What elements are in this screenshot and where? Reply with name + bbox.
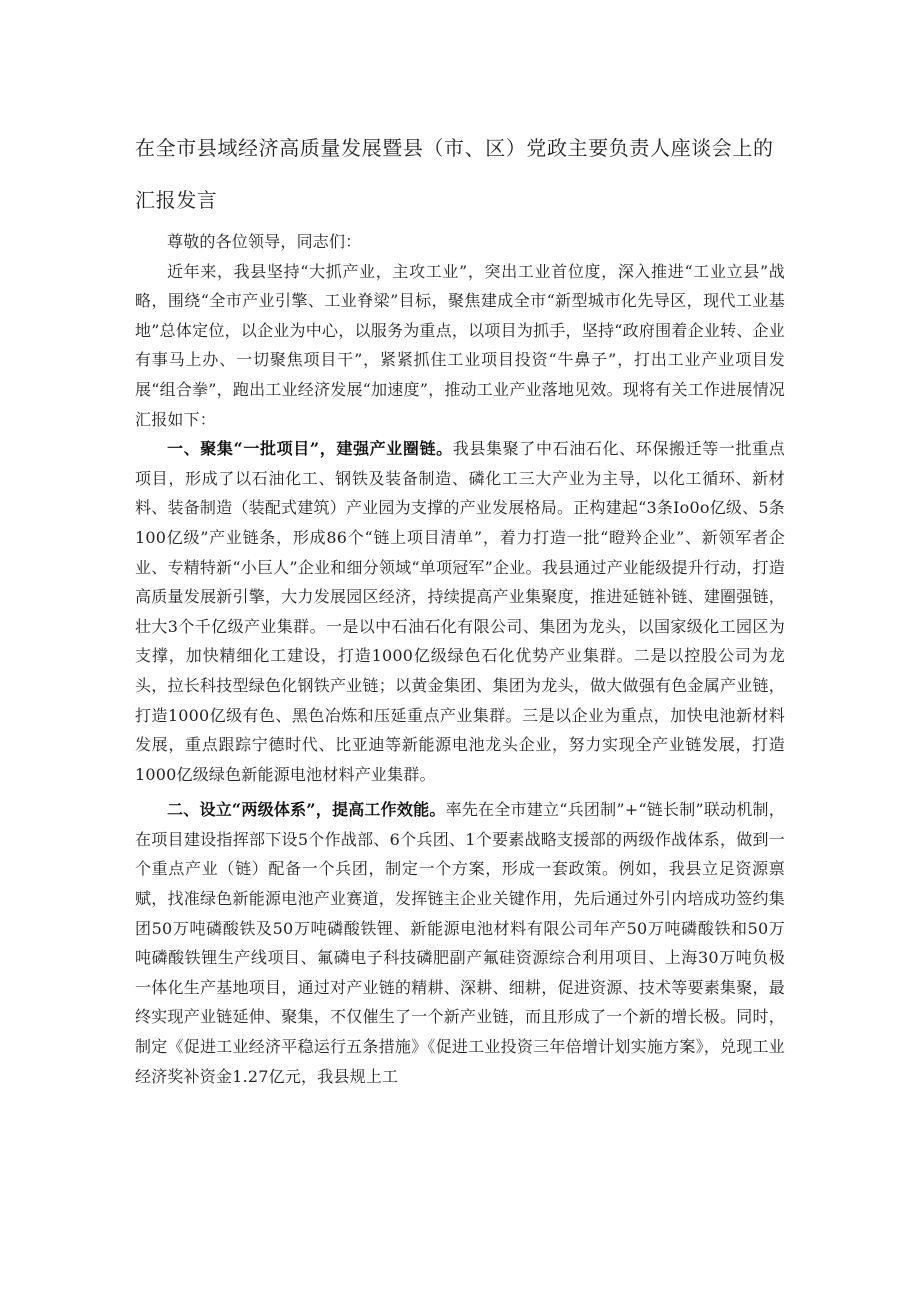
section-2-paragraph xyxy=(135,795,785,1091)
section-1-heading: 一、聚集“一批项目”，建强产业圈链。 xyxy=(167,439,453,459)
section-2-heading: 二、设立“两级体系”，提高工作效能。 xyxy=(167,800,446,820)
section-2-body: 率先在全市建立“兵团制”+“链长制”联动机制，在项目建设指挥部下设5个作战部、6个兵团、1个要素战略支援部的两级作战体系，做到一个重点产业（链）配备一个兵团，制定一个方案，形成一套政策。例如，我县立足资源禀赋，找准绿色新能源电池产业赛道，发挥链主企业关键作用，先后通过外引内培成功签约集团50万吨磷酸铁及50万吨磷酸铁锂、新能源电池材料有限公司年产50万吨磷酸铁和50万吨磷酸铁锂生产线项目、氟磷电子科技磷肥副产氟硅资源综合利用项目、上海30万吨负极一体化生产基地项目，通过对产业链的精耕、深耕、细耕，促进资源、技术等要素集聚，最终实现产业链延伸、聚集，不仅催生了一个新产业链，而且形成了一个新的增长极。同时，制定《促进工业经济平稳运行五条措施》《促进工业投资三年倍增计划实施方案》，兑现工业经济奖补资金1.27亿元，我县规上工 xyxy=(135,800,785,1086)
intro-paragraph: 近年来，我县坚持“大抓产业，主攻工业”，突出工业首位度，深入推进“工业立县”战略，围绕“全市产业引擎、工业脊梁”目标，聚焦建成全市“新型城市化先导区，现代工业基地”总体定位，以企业为中心，以服务为重点，以项目为抓手，坚持“政府围着企业转、企业有事马上办、一切聚焦项目干”，紧紧抓住工业项目投资“牛鼻子”，打出工业产业项目发展“组合拳”，跑出工业经济发展“加速度”，推动工业产业落地见效。现将有关工作进展情况汇报如下： xyxy=(135,261,785,429)
section-1-body: 我县集聚了中石油石化、环保搬迁等一批重点项目，形成了以石油化工、钢铁及装备制造、磷化工三大产业为主导，以化工循环、新材料、装备制造（装配式建筑）产业园为支撑的产业发展格局。正构建起“3条Io0o亿级、5条100亿级”产业链条，形成86个“链上项目清单”，着力打造一批“瞪羚企业”、新领军者企业、专精特新“小巨人”企业和细分领域“单项冠军”企业。我县通过产业能级提升行动，打造高质量发展新引擎，大力发展园区经济，持续提高产业集聚度，推进延链补链、建圈强链，壮大3个千亿级产业集群。一是以中石油石化有限公司、集团为龙头，以国家级化工园区为支撑，加快精细化工建设，打造1000亿级绿色石化优势产业集群。二是以控股公司为龙头，拉长科技型绿色化钢铁产业链；以黄金集团、集团为龙头，做大做强有色金属产业链，打造1000亿级有色、黑色冶炼和压延重点产业集群。三是以企业为重点，加快电池新材料发展，重点跟踪宁德时代、比亚迪等新能源电池龙头企业，努力实现全产业链发展，打造1000亿级绿色新能源电池材料产业集群。 xyxy=(135,439,785,784)
salutation: 尊敬的各位领导，同志们： xyxy=(167,232,362,251)
document-body xyxy=(135,227,785,1091)
section-1-paragraph xyxy=(135,434,785,789)
document-title: 在全市县域经济高质量发展暨县（市、区）党政主要负责人座谈会上的汇报发言 xyxy=(135,136,774,212)
